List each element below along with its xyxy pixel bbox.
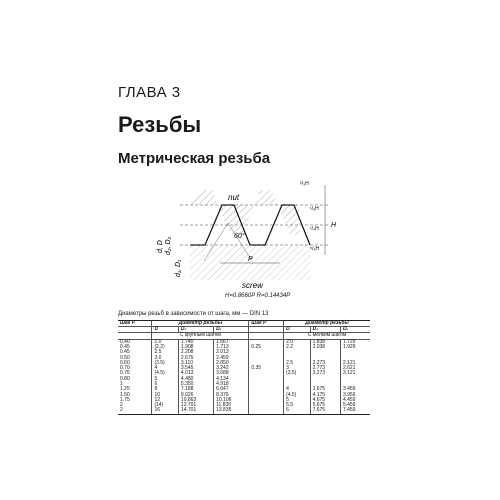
table-cell: 1.740 xyxy=(178,339,213,345)
table-cell: 0.45 xyxy=(120,349,130,356)
table-cell: 2.621 xyxy=(340,366,370,371)
table-cell: 1.567 xyxy=(214,339,249,345)
table-cell: 10 xyxy=(152,393,178,398)
table-cell: 1.929 xyxy=(340,345,370,350)
table-cell: 11.835 xyxy=(214,403,249,408)
table-cell: 2.0 xyxy=(284,339,310,345)
table-cell: 2.121 xyxy=(340,361,370,366)
table-cell: (4.5) xyxy=(152,371,178,376)
label-angle: 60° xyxy=(234,233,245,240)
header-D1-fine: D₁ xyxy=(340,327,370,333)
table-cell: 2.013 xyxy=(214,350,249,355)
table-cell: 3.545 xyxy=(178,366,213,371)
table-cell: 0.25 xyxy=(249,345,284,350)
table-cell: 2.5 xyxy=(152,350,178,355)
table-cell: 1.75 xyxy=(120,396,130,403)
table-cell: 3.959 xyxy=(340,393,370,398)
table-cell: 5.350 xyxy=(178,382,213,387)
table-cell: 7.459 xyxy=(340,408,370,414)
header-pitch-fine: Шаг P xyxy=(249,321,284,327)
table-cell: (4.5) xyxy=(284,393,310,398)
table-cell: 2.459 xyxy=(214,356,249,361)
table-cell: 1.713 xyxy=(214,345,249,350)
table-cell: 2.2 xyxy=(284,345,310,350)
table-cell: 6 xyxy=(284,408,310,414)
label-D: d, D xyxy=(157,240,164,253)
table-cell: 3 xyxy=(284,366,310,371)
table-cell: 8.376 xyxy=(214,393,249,398)
section-title: Метрическая резьба xyxy=(118,150,271,167)
table-cell: 7.188 xyxy=(178,387,213,392)
label-top-frac: ²/₃H xyxy=(300,181,309,187)
table-cell: 5.5 xyxy=(284,403,310,408)
table-cell: 3.688 xyxy=(214,371,249,376)
table-cell: 3.273 xyxy=(310,371,340,376)
label-h2: ¹/₄H xyxy=(310,226,319,232)
label-h3: ⁵/₈H xyxy=(310,246,320,252)
table-cell: 4.918 xyxy=(214,382,249,387)
header-diameter-fine: Диаметр резьбы xyxy=(284,321,370,327)
table-cell xyxy=(249,408,284,414)
table-cell: 5 xyxy=(152,377,178,382)
table-cell: 0.40 xyxy=(120,338,130,345)
table-cell: 2.208 xyxy=(178,350,213,355)
table-cell: (3.5) xyxy=(152,361,178,366)
table-cell: (3.5) xyxy=(284,371,310,376)
table-row xyxy=(118,408,370,414)
table-cell: 14.701 xyxy=(178,408,213,414)
header-D2-fine: D₂ xyxy=(310,327,340,333)
table-cell: 4.459 xyxy=(340,398,370,403)
table-cell: 0.45 xyxy=(120,343,130,350)
label-h1: ¹/₈H xyxy=(310,206,319,212)
table-body xyxy=(118,339,370,414)
table-cell: 3.459 xyxy=(340,387,370,392)
table-cell: 1.908 xyxy=(178,345,213,350)
table-cell: 0.75 xyxy=(120,370,130,377)
table-cell: 4.134 xyxy=(214,377,249,382)
table-cell: 8 xyxy=(152,387,178,392)
table-cell: 2.5 xyxy=(284,361,310,366)
table-cell: 12.701 xyxy=(178,403,213,408)
header-D1: D₁ xyxy=(214,327,249,333)
label-D2: d₂, D₂ xyxy=(165,236,172,255)
thread-profile-diagram xyxy=(150,175,350,305)
header-D: D xyxy=(152,327,178,333)
table-cell: 4 xyxy=(284,387,310,392)
page-title: Резьбы xyxy=(118,112,202,137)
table-cell: 10.106 xyxy=(214,398,249,403)
table-cell: 3.110 xyxy=(178,361,213,366)
table-cell: 5.675 xyxy=(310,403,340,408)
table-cell: 5.459 xyxy=(340,403,370,408)
table-cell: 0.50 xyxy=(120,354,130,361)
table-cell: 4 xyxy=(152,366,178,371)
table-cell: 9.026 xyxy=(178,393,213,398)
table-cell: (2.2) xyxy=(152,345,178,350)
label-nut: nut xyxy=(228,193,240,202)
table-cell: 3.121 xyxy=(340,371,370,376)
table-cell: 1.50 xyxy=(120,391,130,398)
table-cell: (14) xyxy=(152,403,178,408)
table-cell: 6 xyxy=(152,382,178,387)
table-cell: 4.675 xyxy=(310,398,340,403)
table-cell: 2.675 xyxy=(178,356,213,361)
table-cell: 3.242 xyxy=(214,366,249,371)
header-D-fine: D xyxy=(284,327,310,333)
thread-diameter-table xyxy=(118,320,370,415)
table-cell: 0.80 xyxy=(120,375,130,382)
table-cell: 2.850 xyxy=(214,361,249,366)
table-cell: 2 xyxy=(120,402,123,409)
table-cell: 3.675 xyxy=(310,387,340,392)
table-cell: 2.773 xyxy=(310,366,340,371)
table-cell: 0.70 xyxy=(120,365,130,372)
label-H: H xyxy=(331,222,337,229)
table-cell: 7.675 xyxy=(310,408,340,414)
header-diameter: Диаметр резьбы xyxy=(152,321,249,327)
table-cell: 16 xyxy=(152,408,178,414)
table-cell: 0.60 xyxy=(120,359,130,366)
nut-hatching xyxy=(190,190,300,235)
header-coarse: С крупным шагом xyxy=(152,333,249,339)
table-cell: 4.480 xyxy=(178,377,213,382)
header-pitch: Шаг P xyxy=(118,321,152,327)
table-cell: 12 xyxy=(152,398,178,403)
table-cell: 1 xyxy=(120,380,123,387)
table-cell: 4.013 xyxy=(178,371,213,376)
label-D1: d₁, D₁ xyxy=(175,259,182,277)
table-cell: 3.0 xyxy=(152,356,178,361)
table-cell: 0.35 xyxy=(249,366,284,371)
header-fine: С мелким шагом xyxy=(284,333,370,339)
table-cell: 2.273 xyxy=(310,361,340,366)
table-cell: 6.647 xyxy=(214,387,249,392)
table-cell: 5 xyxy=(284,398,310,403)
table-cell: 1.25 xyxy=(120,386,130,393)
table-cell: 2.0 xyxy=(152,339,178,345)
label-screw: screw xyxy=(242,281,263,290)
formula: H=0.8660P R=0.14434P xyxy=(225,293,291,299)
table-caption: Диаметры резьб в зависимости от шага, мм — DIN 13 xyxy=(118,311,269,317)
header-D2: D₂ xyxy=(178,327,213,333)
table-cell: 10.863 xyxy=(178,398,213,403)
chapter-label: ГЛАВА 3 xyxy=(118,84,181,101)
table-cell: 4.175 xyxy=(310,393,340,398)
table-cell: 1.838 xyxy=(310,339,340,345)
table-cell: 2.038 xyxy=(310,345,340,350)
table-cell: 1.729 xyxy=(340,339,370,345)
table-cell: 13.835 xyxy=(214,408,249,414)
table-cell: 2 xyxy=(118,408,152,414)
label-P: P xyxy=(248,256,253,263)
